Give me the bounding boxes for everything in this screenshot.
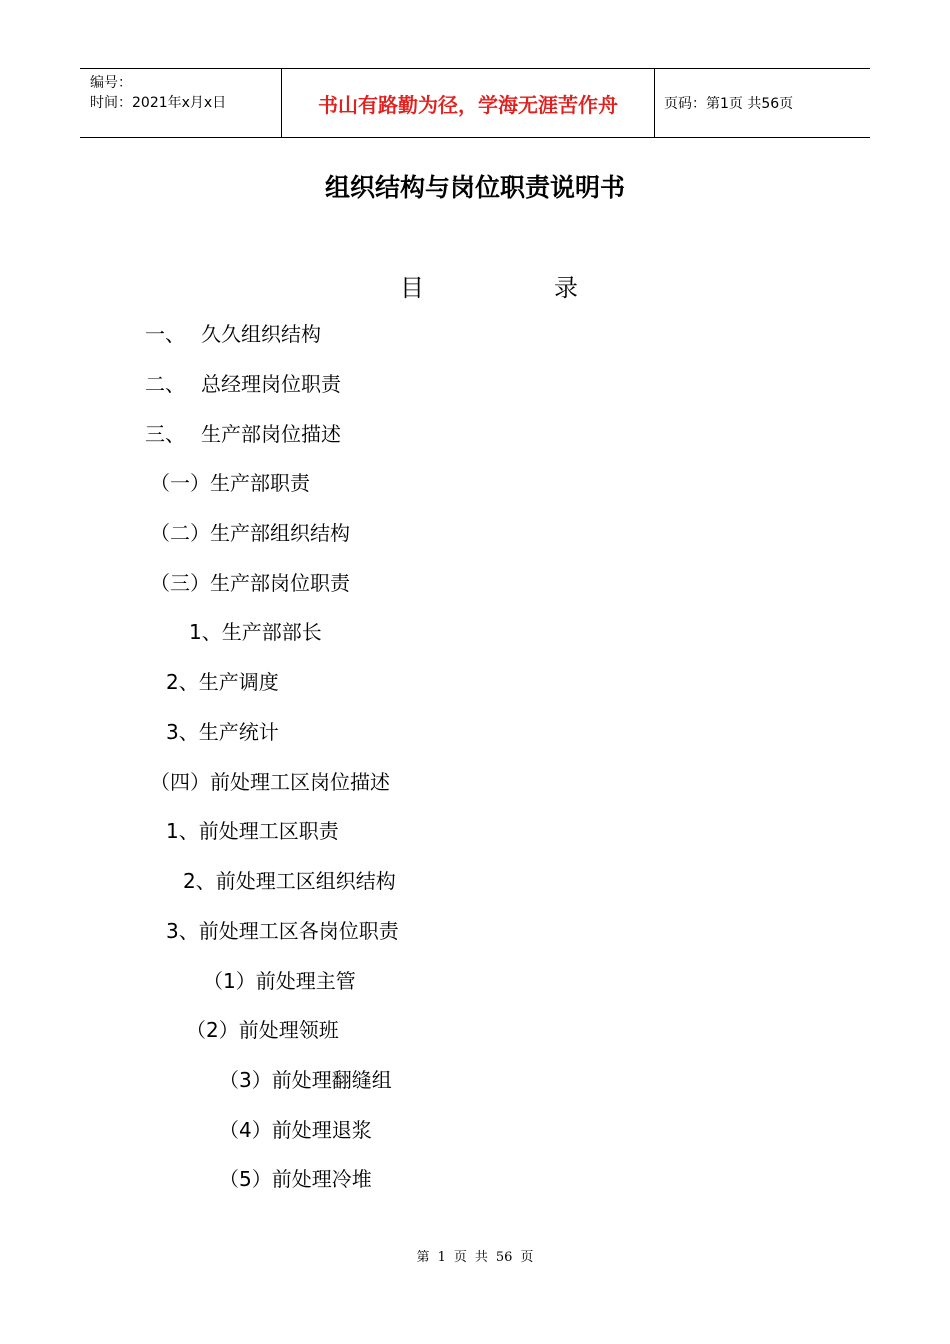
toc-item-label: 前处理冷堆 [271, 1167, 372, 1191]
header-meta [80, 69, 281, 137]
toc-item[interactable] [145, 372, 341, 396]
toc-item-label: 生产部组织结构 [210, 521, 350, 545]
toc-item-label: 生产调度 [198, 670, 279, 694]
toc-item[interactable] [150, 471, 310, 495]
toc-item-label: 前处理领班 [238, 1018, 339, 1042]
toc-item[interactable] [150, 571, 350, 595]
toc-item-number: 2、 [183, 869, 216, 893]
toc-item-number: （5） [219, 1167, 272, 1191]
footer-total-suffix: 页 [520, 1250, 534, 1265]
toc-item-number: （3） [219, 1068, 272, 1092]
toc-item-label: 久久组织结构 [201, 322, 321, 346]
toc-item[interactable] [145, 422, 341, 446]
document-date: 时间：2021年x月x日 [90, 95, 227, 111]
toc-item[interactable] [219, 1068, 392, 1092]
toc-item-number: 2、 [166, 670, 199, 694]
toc-item[interactable] [203, 969, 356, 993]
toc-item-label: 前处理工区各岗位职责 [198, 919, 399, 943]
toc-heading-left: 目 [400, 274, 424, 302]
toc-item-number: （三） [150, 571, 210, 595]
toc-item-label: 总经理岗位职责 [201, 372, 341, 396]
toc-item-number: 三、 [145, 422, 185, 446]
toc-item[interactable] [166, 670, 279, 694]
toc-item-number: 一、 [145, 322, 185, 346]
header-motto: 书山有路勤为径，学海无涯苦作舟 [281, 69, 655, 137]
footer-page-mid: 页 [453, 1250, 467, 1265]
footer-total-prefix: 共 [474, 1250, 488, 1265]
toc-item-label: 生产部职责 [210, 471, 310, 495]
toc-item[interactable] [150, 521, 350, 545]
toc-item-number: （四） [150, 770, 210, 794]
toc-item-label: 前处理工区组织结构 [215, 869, 396, 893]
header-page-info: 页码：第1页 共56页 [664, 96, 794, 112]
toc-item-number: （一） [150, 471, 210, 495]
toc-item-label: 前处理工区职责 [198, 819, 339, 843]
toc-item-number: 二、 [145, 372, 185, 396]
toc-item-number: （1） [203, 969, 256, 993]
toc-item-number: 3、 [166, 919, 199, 943]
toc-item[interactable] [219, 1118, 372, 1142]
toc-item-number: 3、 [166, 720, 199, 744]
toc-item[interactable] [145, 322, 321, 346]
toc-item-label: 前处理主管 [255, 969, 356, 993]
toc-item-number: 1、 [166, 819, 199, 843]
toc-item[interactable] [189, 620, 322, 644]
document-title: 组织结构与岗位职责说明书 [324, 173, 625, 202]
document-number-label: 编号： [90, 75, 132, 91]
toc-item-number: （二） [150, 521, 210, 545]
toc-item[interactable] [166, 919, 399, 943]
toc-item-label: 前处理退浆 [271, 1118, 372, 1142]
toc-item-number: （2） [186, 1018, 239, 1042]
page-header [80, 68, 870, 138]
footer-page-prefix: 第 [416, 1250, 430, 1265]
toc-item[interactable] [166, 819, 339, 843]
toc-item[interactable] [219, 1167, 372, 1191]
toc-item-label: 生产部岗位描述 [201, 422, 341, 446]
toc-item-label: 前处理翻缝组 [271, 1068, 392, 1092]
toc-heading-right: 录 [554, 274, 578, 302]
toc-item[interactable] [183, 869, 396, 893]
toc-item-number: （4） [219, 1118, 272, 1142]
page-footer [0, 1246, 950, 1265]
toc-item-number: 1、 [189, 620, 222, 644]
toc-item-label: 生产部岗位职责 [210, 571, 350, 595]
toc-item-label: 生产统计 [198, 720, 279, 744]
footer-total-pages: 56 [495, 1250, 513, 1265]
toc-heading [400, 268, 578, 303]
toc-item[interactable] [186, 1018, 339, 1042]
footer-page-number: 1 [437, 1250, 446, 1265]
toc-item-label: 前处理工区岗位描述 [210, 770, 390, 794]
toc-item[interactable] [166, 720, 279, 744]
toc-item[interactable] [150, 770, 390, 794]
toc-item-label: 生产部部长 [221, 620, 322, 644]
